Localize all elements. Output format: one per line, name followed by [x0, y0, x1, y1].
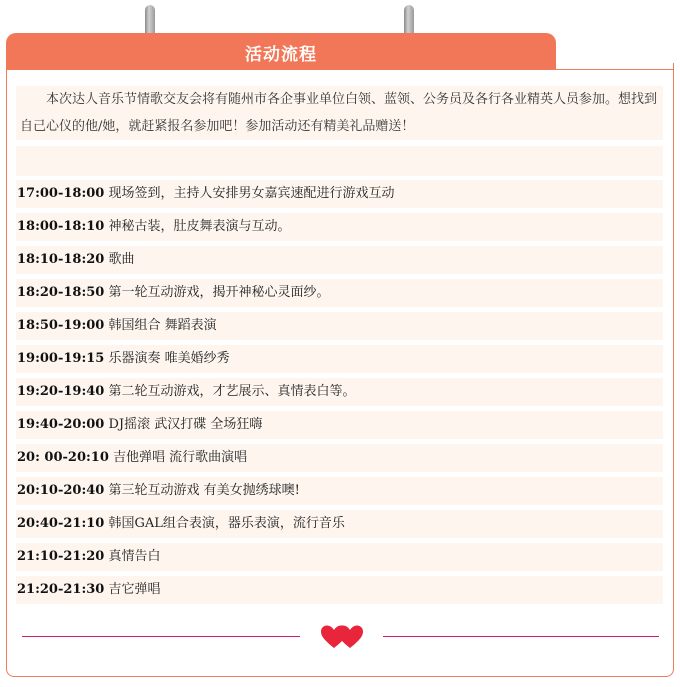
- schedule-row: [16, 246, 663, 274]
- section-header-tab: [6, 33, 556, 70]
- schedule-activity: 韩国组合 舞蹈表演: [108, 318, 217, 333]
- schedule-time: 21:10-21:20: [17, 549, 105, 564]
- schedule-row: [16, 378, 663, 406]
- schedule-time: 18:20-18:50: [17, 285, 105, 300]
- schedule-activity: 乐器演奏 唯美婚纱秀: [108, 351, 230, 366]
- schedule-time: 19:20-19:40: [17, 384, 105, 399]
- intro-text: 本次达人音乐节情歌交友会将有随州市各企事业单位白领、蓝领、公务员及各行各业精英人员参加。想找到自己心仪的他/她，就赶紧报名参加吧！参加活动还有精美礼品赠送！: [20, 92, 658, 134]
- schedule-activity: 现场签到，主持人安排男女嘉宾速配进行游戏互动: [108, 186, 395, 201]
- schedule-row: [16, 312, 663, 340]
- schedule-row: [16, 510, 663, 538]
- double-heart-icon: [320, 624, 364, 650]
- schedule-activity: 韩国GAL组合表演，器乐表演，流行音乐: [108, 516, 345, 531]
- schedule-row: [16, 543, 663, 571]
- schedule-row: [16, 213, 663, 241]
- schedule-time: 20:10-20:40: [17, 483, 105, 498]
- schedule-activity: 吉它弹唱: [108, 582, 161, 597]
- intro-block: [16, 86, 663, 140]
- schedule-row: [16, 411, 663, 439]
- schedule-time: 20:40-21:10: [17, 516, 105, 531]
- schedule-activity: 歌曲: [108, 252, 135, 267]
- header-rule: [6, 69, 674, 70]
- schedule-time: 18:00-18:10: [17, 219, 105, 234]
- schedule-row: [16, 180, 663, 208]
- schedule-row: [16, 576, 663, 604]
- footer-divider-left: [22, 636, 300, 637]
- spacer-row: [16, 146, 663, 176]
- schedule-activity: 吉他弹唱 流行歌曲演唱: [113, 450, 248, 465]
- schedule-activity: DJ摇滚 武汉打碟 全场狂嗨: [108, 417, 263, 432]
- schedule-row: [16, 345, 663, 373]
- schedule-activity: 第三轮互动游戏 有美女抛绣球噢!: [108, 483, 300, 498]
- schedule-row: [16, 279, 663, 307]
- schedule-time: 21:20-21:30: [17, 582, 105, 597]
- schedule-time: 19:40-20:00: [17, 417, 105, 432]
- section-title: 活动流程: [245, 45, 317, 65]
- schedule-activity: 真情告白: [108, 549, 161, 564]
- schedule-time: 17:00-18:00: [17, 186, 105, 201]
- schedule-activity: 第二轮互动游戏，才艺展示、真情表白等。: [108, 384, 356, 399]
- schedule-row: [16, 477, 663, 505]
- schedule-activity: 神秘古装，肚皮舞表演与互动。: [108, 219, 291, 234]
- schedule-row: [16, 444, 663, 472]
- schedule-time: 18:10-18:20: [17, 252, 105, 267]
- footer-divider-right: [383, 636, 659, 637]
- schedule-list: [16, 180, 663, 609]
- schedule-activity: 第一轮互动游戏，揭开神秘心灵面纱。: [108, 285, 330, 300]
- schedule-time: 20: 00-20:10: [17, 450, 109, 465]
- schedule-time: 18:50-19:00: [17, 318, 105, 333]
- schedule-time: 19:00-19:15: [17, 351, 105, 366]
